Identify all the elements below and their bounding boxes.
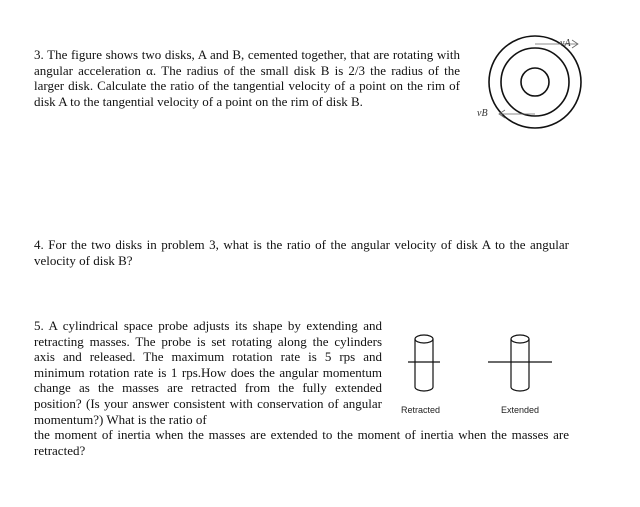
problem-4-text: 4. For the two disks in problem 3, what is the ratio of the angular velocity of disk A to the angular velocity of disk B? bbox=[34, 237, 569, 268]
problem-5-text-wrapped: 5. A cylindrical space probe adjusts its shape by extending and retracting masses. The probe is set rotating along the cylinders axis and released. The maximum rotation rate is 5 rps and minimum rotation rate is 1 rps.How does the angular momentum change as the masses are retracted from the fully extended position? (Is your answer consistent with conservation of angular momentum?) What is the ratio of bbox=[34, 318, 382, 427]
disks-figure bbox=[470, 30, 590, 130]
va-label: vA bbox=[560, 38, 571, 49]
vb-label: vB bbox=[477, 108, 488, 119]
disk-b bbox=[521, 68, 549, 96]
probe-extended bbox=[488, 335, 552, 391]
probe-retracted bbox=[408, 335, 440, 391]
disk-a-inner-edge bbox=[501, 48, 569, 116]
probe-figure bbox=[400, 325, 580, 405]
retracted-label: Retracted bbox=[401, 405, 441, 415]
problem-5-text-full: the moment of inertia when the masses are extended to the moment of inertia when the masses are retracted? bbox=[34, 427, 569, 458]
problem-3-text: 3. The figure shows two disks, A and B, cemented together, that are rotating with angular acceleration α. The radius of the small disk B is 2/3 the radius of the larger disk. Calculate the ratio of the tangential velocity of a point on the rim of disk A to the tangential velocity of a point on the rim of disk B. bbox=[34, 47, 460, 109]
extended-label: Extended bbox=[501, 405, 540, 415]
